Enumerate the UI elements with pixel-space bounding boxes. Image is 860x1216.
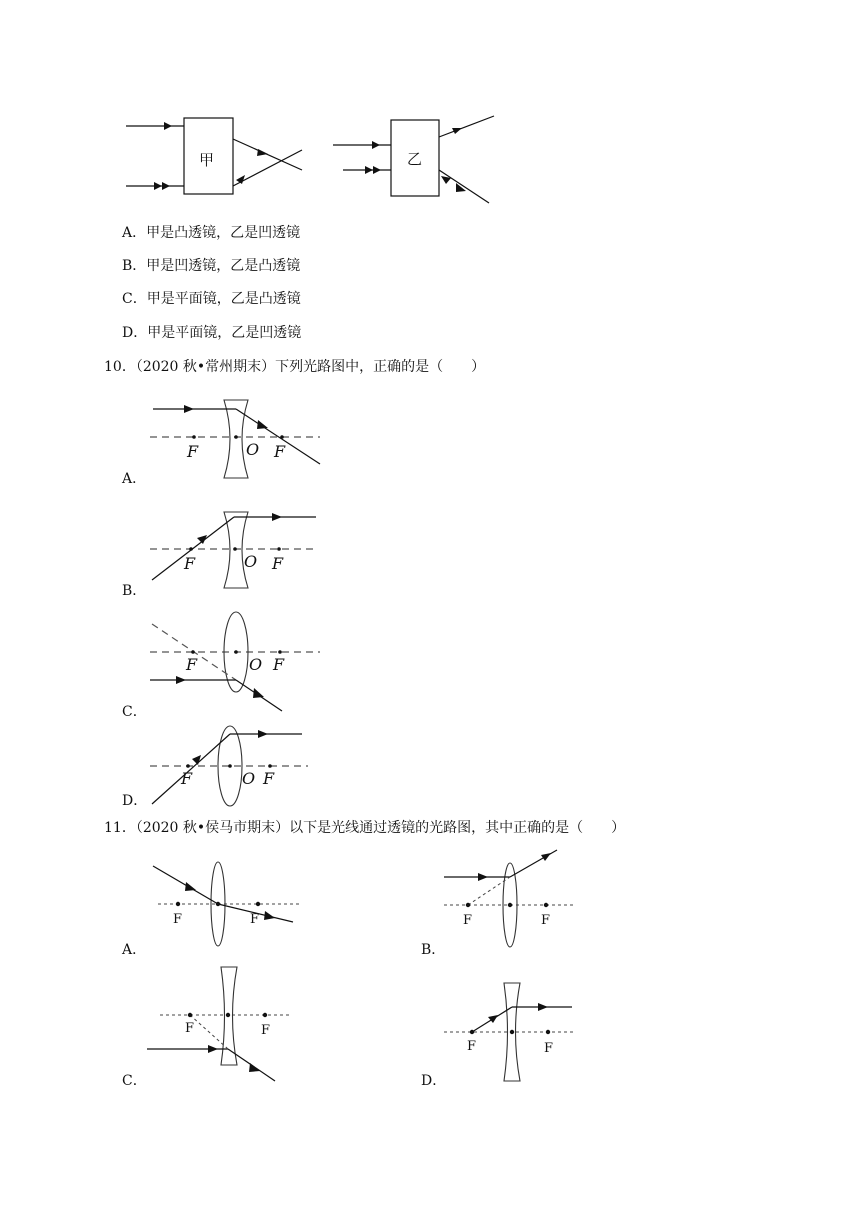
q10a-label-f-left: F — [187, 442, 199, 461]
q11a-label-f-right: F — [250, 912, 260, 927]
q11-diagram-d — [444, 983, 574, 1081]
q11b-label-f-right: F — [541, 913, 551, 928]
q9-option-d[interactable]: D．甲是平面镜，乙是凹透镜 — [122, 325, 302, 341]
q11-option-c[interactable]: C． — [122, 1073, 147, 1089]
q10-option-d[interactable]: D． — [122, 793, 148, 809]
q10d-label-o: O — [242, 769, 256, 788]
q10c-label-o: O — [249, 655, 263, 674]
q11-option-b[interactable]: B． — [421, 942, 446, 958]
q9-option-b[interactable]: B．甲是凹透镜，乙是凸透镜 — [122, 258, 301, 274]
q10d-label-f-right: F — [263, 769, 275, 788]
q10c-label-f-left: F — [186, 655, 198, 674]
q10-option-b[interactable]: B． — [122, 583, 147, 599]
q9-option-a[interactable]: A．甲是凸透镜，乙是凹透镜 — [122, 225, 301, 241]
q11a-label-f-left: F — [173, 912, 183, 927]
q11-option-d[interactable]: D． — [421, 1073, 447, 1089]
q11d-label-f-right: F — [544, 1041, 554, 1056]
box-jia-label: 甲 — [199, 151, 215, 169]
q11c-label-f-left: F — [185, 1021, 195, 1036]
q10b-label-f-right: F — [272, 554, 284, 573]
q11c-label-f-right: F — [261, 1023, 271, 1038]
q11-diagram-a — [153, 862, 300, 946]
q11-option-a[interactable]: A． — [122, 942, 147, 958]
q10c-label-f-right: F — [273, 655, 285, 674]
q9-option-c[interactable]: C．甲是平面镜，乙是凸透镜 — [122, 291, 301, 307]
q10d-label-f-left: F — [181, 769, 193, 788]
q10-option-a[interactable]: A． — [122, 471, 147, 487]
q11d-label-f-left: F — [467, 1039, 477, 1054]
q10b-label-f-left: F — [184, 554, 196, 573]
q11-stem: 11．（2020 秋•侯马市期末）以下是光线通过透镜的光路图，其中正确的是（ ） — [104, 820, 626, 836]
q10-stem: 10．（2020 秋•常州期末）下列光路图中，正确的是（ ） — [104, 359, 486, 375]
q10a-label-f-right: F — [274, 442, 286, 461]
q10a-label-o: O — [246, 440, 260, 459]
q10b-label-o: O — [244, 552, 258, 571]
q10-option-c[interactable]: C． — [122, 704, 147, 720]
box-yi-label: 乙 — [407, 150, 423, 168]
q11-diagram-b — [444, 850, 574, 947]
q11b-label-f-left: F — [463, 913, 473, 928]
